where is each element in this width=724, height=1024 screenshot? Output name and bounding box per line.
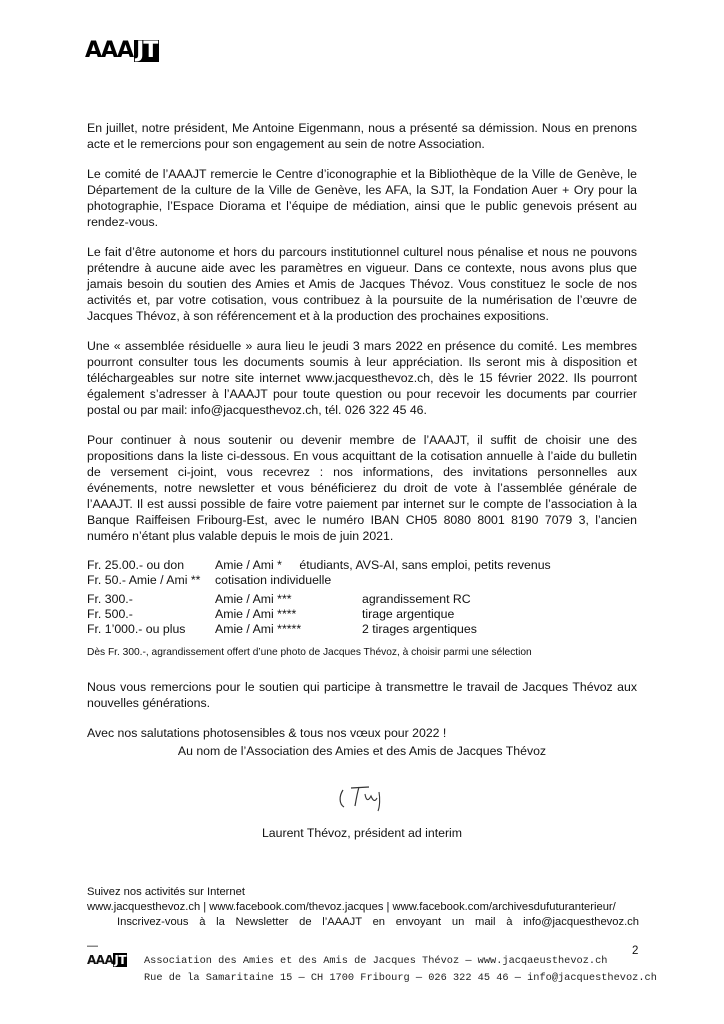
fee-price: Fr. 50.- Amie / Ami ** <box>87 573 201 587</box>
paragraph-greetings: Avec nos salutations photosensibles & tous nos vœux pour 2022 ! <box>87 726 447 740</box>
fee-level: Amie / Ami **** <box>215 607 297 621</box>
footer-dash: — <box>87 940 98 952</box>
fee-row <box>87 573 551 588</box>
fee-row <box>87 622 551 637</box>
follow-section <box>87 885 639 930</box>
logo-text-aaa: AAA <box>85 38 134 63</box>
fee-note: Dès Fr. 300.-, agrandissement offert d’une photo de Jacques Thévoz, à choisir parmi une sélection <box>87 647 532 658</box>
footer-line-association: Association des Amies et des Amis de Jacques Thévoz — www.jacqaeusthevoz.ch <box>144 955 608 967</box>
footer-address <box>144 953 657 987</box>
paragraph-president: En juillet, notre président, Me Antoine Eigenmann, nous a présenté sa démission. Nous en prenons acte et le remercions pour son engagement au sein de notre Association. <box>87 121 637 151</box>
fee-price: Fr. 25.00.- ou don <box>87 558 185 572</box>
fee-detail: agrandissement RC <box>362 592 471 606</box>
fee-level: cotisation individuelle <box>215 573 332 587</box>
paragraph-thanks: Le comité de l’AAAJT remercie le Centre d’iconographie et la Bibliothèque de la Ville de Genève, le Département de la culture de la Ville de Genève, les AFA, la SJT, la Fondation Auer + Ory pour la photographie, l’Espace Diorama et l’équipe de médiation, ainsi que le public genevois présent au rendez-vous. <box>87 167 637 229</box>
fee-price: Fr. 500.- <box>87 607 133 621</box>
footer-logo-aaa: AAA <box>87 953 114 967</box>
logo-text-jt: JT <box>136 38 158 63</box>
fee-price: Fr. 1’000.- ou plus <box>87 622 186 636</box>
fee-level-text: Amie / Ami * <box>215 558 282 572</box>
handwritten-signature <box>335 782 405 812</box>
follow-title: Suivez nos activités sur Internet <box>87 886 245 898</box>
fee-detail: étudiants, AVS-AI, sans emploi, petits revenus <box>299 558 551 572</box>
fee-price: Fr. 300.- <box>87 592 133 606</box>
fee-row <box>87 558 551 573</box>
fee-level <box>215 558 551 573</box>
fee-row <box>87 592 551 607</box>
fee-row <box>87 607 551 622</box>
newsletter-line: Inscrivez-vous à la Newsletter de l’AAAJT en envoyant un mail à info@jacquesthevoz.ch <box>117 916 639 928</box>
follow-links[interactable]: www.jacquesthevoz.ch | www.facebook.com/thevoz.jacques | www.facebook.com/archivesdufuturanterieur/ <box>87 901 616 913</box>
paragraph-membership: Pour continuer à nous soutenir ou devenir membre de l’AAAJT, il suffit de choisir une des propositions dans la liste ci-dessous. En vous acquittant de la cotisation annuelle à l’aide du bulletin de versement ci-joint, vous recevrez : nos informations, des invitations personnelles aux événements, notre newsletter et vous bénéficierez du droit de vote à l’assemblée générale de l’AAAJT. Il est aussi possible de faire votre paiement par internet sur le compte de l’association à la Banque Raiffeisen Fribourg-Est, avec le numéro IBAN CH05 8080 8001 8190 7079 3, l’ancien numéro n’étant plus valable depuis le mois de juin 2021. <box>87 433 637 543</box>
fee-table <box>87 558 551 637</box>
fee-detail: 2 tirages argentiques <box>362 622 477 636</box>
signatory-name: Laurent Thévoz, président ad interim <box>261 826 463 840</box>
paragraph-assembly: Une « assemblée résiduelle » aura lieu le jeudi 3 mars 2022 en présence du comité. Les membres pourront consulter tous les documents soumis à leur appréciation. Ils seront mis à disposition et téléchargeables sur notre site internet www.jacquesthevoz.ch, dès le 15 février 2022. Ils pourront également s’adresser à l’AAAJT pour toute question ou pour recevoir les documents par courrier postal ou par mail: info@jacquesthevoz.ch, tél. 026 322 45 46. <box>87 339 637 417</box>
letter-body <box>87 120 637 755</box>
fee-detail: tirage argentique <box>362 607 455 621</box>
paragraph-closing-thanks: Nous vous remercions pour le soutien qui participe à transmettre le travail de Jacques Thévoz aux nouvelles générations. <box>87 680 637 710</box>
paragraph-support: Le fait d’être autonome et hors du parcours institutionnel culturel nous pénalise et nous ne pouvons prétendre à aucune aide avec les paramètres en vigueur. Dans ce contexte, nous avons plus que jamais besoin du soutien des Amies et Amis de Jacques Thévoz. Vous constituez le socle de nos activités et, par votre cotisation, vous contribuez à la poursuite de la numérisation de l’œuvre de Jacques Thévoz, à son référencement et à la production des prochaines expositions. <box>87 245 637 323</box>
footer-logo-jt: JT <box>114 953 127 967</box>
fee-level: Amie / Ami ***** <box>215 622 302 636</box>
on-behalf-line: Au nom de l’Association des Amies et des Amis de Jacques Thévoz <box>177 744 547 758</box>
fee-level: Amie / Ami *** <box>215 592 292 606</box>
aaajt-logo <box>85 40 159 62</box>
footer-logo <box>87 953 127 967</box>
page-number: 2 <box>632 945 639 957</box>
footer-line-contact: Rue de la Samaritaine 15 — CH 1700 Fribourg — 026 322 45 46 — info@jacquesthevoz.ch <box>144 972 657 984</box>
